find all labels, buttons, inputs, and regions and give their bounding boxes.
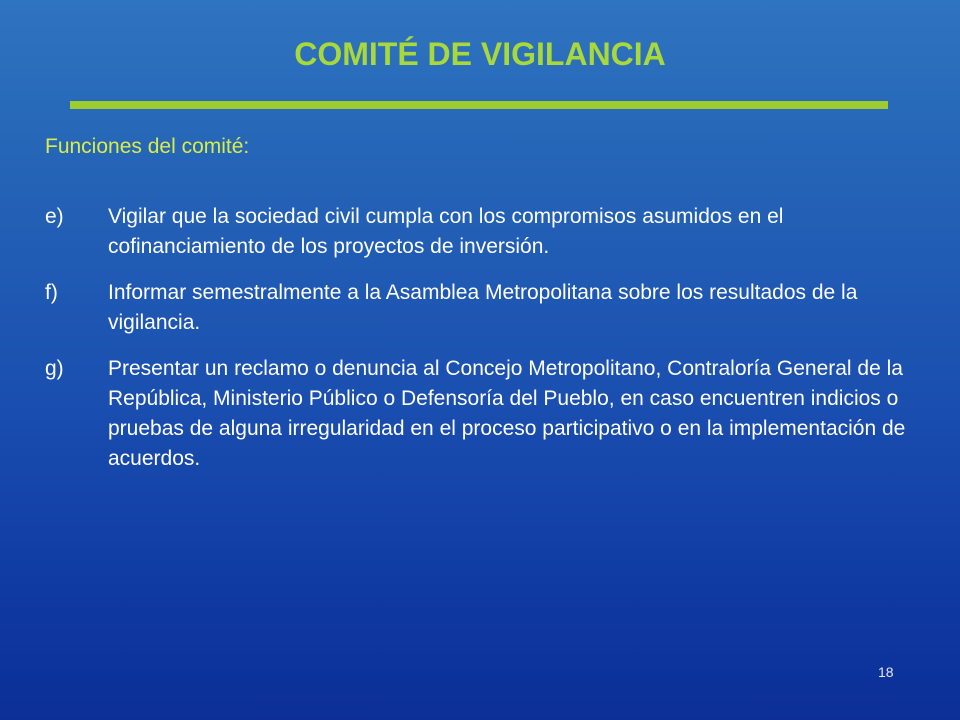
section-subtitle: Funciones del comité: [45, 135, 250, 158]
function-item-text: Informar semestralmente a la Asamblea Metropolitana sobre los resultados de la vigilancia. [108, 281, 858, 334]
function-item-label: e) [45, 205, 64, 228]
page-number: 18 [878, 664, 894, 680]
function-item-g [45, 354, 925, 474]
function-item-label: g) [45, 357, 64, 380]
function-item-label: f) [45, 281, 58, 304]
function-item-f [45, 278, 925, 338]
title-underline [70, 101, 888, 109]
function-item-text: Presentar un reclamo o denuncia al Concejo Metropolitano, Contraloría General de la República, Ministerio Público o Defensoría del Pueblo, en caso encuentren indicios o pruebas de alguna irregularidad en el proceso participativo o en la implementación de acuerdos. [108, 357, 906, 470]
slide-title: COMITÉ DE VIGILANCIA [294, 36, 666, 72]
function-item-text: Vigilar que la sociedad civil cumpla con los compromisos asumidos en el cofinanciamiento de los proyectos de inversión. [108, 205, 784, 258]
function-list [45, 202, 925, 490]
function-item-e [45, 202, 925, 262]
